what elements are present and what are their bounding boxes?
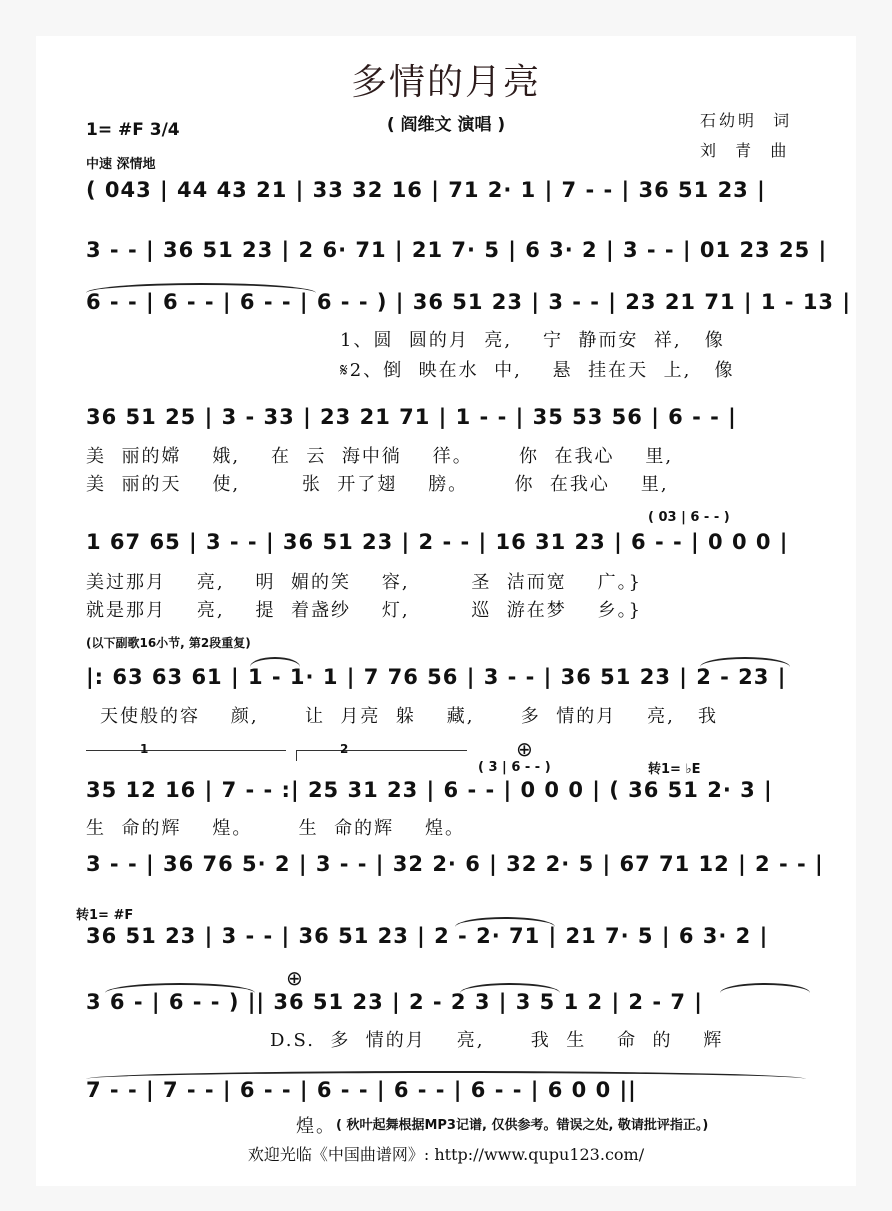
staff-row-8: 3 - - | 36 76 5· 2 | 3 - - | 32 2· 6 | 32 2· 5 | 67 71 12 | 2 - - |: [86, 852, 824, 876]
transcriber-note: ( 秋叶起舞根据MP3记谱, 仅供参考。错误之处, 敬请批评指正。): [336, 1118, 709, 1133]
lyric-row-7: 生 命的辉 煌。 生 命的辉 煌。: [86, 818, 465, 839]
coda-icon: ⊕: [516, 737, 533, 761]
volta-2-label: 2: [340, 742, 349, 756]
lyric-row-10: D.S. 多 情的月 亮, 我 生 命 的 辉: [270, 1030, 724, 1051]
tempo-marking: 中速 深情地: [86, 157, 156, 172]
lyric-row-3-verse-1: 1、圆 圆的月 亮, 宁 静而安 祥, 像: [340, 330, 725, 351]
lyric-row-3-verse-2: 𝄋2、倒 映在水 中, 悬 挂在天 上, 像: [340, 360, 735, 381]
lyric-row-6: 天使般的容 颜, 让 月亮 躲 藏, 多 情的月 亮, 我: [100, 706, 718, 727]
lyric-row-5-verse-2: 就是那月 亮, 提 着盏纱 灯, 巡 游在梦 乡。}: [86, 600, 643, 621]
modulation-marking-1: 转1= ♭E: [648, 762, 701, 777]
staff-row-11: 7 - - | 7 - - | 6 - - | 6 - - | 6 - - | 6 - - | 6 0 0 ||: [86, 1078, 637, 1102]
modulation-marking-2: 转1= #F: [76, 908, 134, 923]
staff-row-9: 36 51 23 | 3 - - | 36 51 23 | 2 - 2· 71 | 21 7· 5 | 6 3· 2 |: [86, 924, 769, 948]
staff-row-4: 36 51 25 | 3 - 33 | 23 21 71 | 1 - - | 35 53 56 | 6 - - |: [86, 405, 737, 429]
site-footer[interactable]: 欢迎光临《中国曲谱网》: http://www.qupu123.com/: [247, 1145, 645, 1164]
key-signature: 1= #F 3/4: [86, 120, 180, 140]
ending-note-1: ( 03 | 6 - - ): [648, 510, 730, 525]
staff-row-1: ( 043 | 44 43 21 | 33 32 16 | 71 2· 1 | 7 - - | 36 51 23 |: [86, 178, 766, 202]
lyric-row-11: 煌。: [296, 1116, 336, 1137]
lyricist-credit: 石幼明 词: [700, 111, 793, 130]
lyric-row-4-verse-2: 美 丽的天 使, 张 开了翅 膀。 你 在我心 里,: [86, 474, 669, 495]
coda-icon: ⊕: [286, 966, 303, 990]
staff-row-10: 3 6 - | 6 - - ) || 36 51 23 | 2 - 2 3 | 3 5 1 2 | 2 - 7 |: [86, 990, 703, 1014]
staff-row-5: 1 67 65 | 3 - - | 36 51 23 | 2 - - | 16 31 23 | 6 - - | 0 0 0 |: [86, 530, 789, 554]
staff-row-6: |: 63 63 61 | 1 - 1· 1 | 7 76 56 | 3 - - | 36 51 23 | 2 - 23 |: [86, 665, 787, 689]
song-title: 多情的月亮: [350, 62, 541, 103]
staff-row-3: 6 - - | 6 - - | 6 - - | 6 - - ) | 36 51 23 | 3 - - | 23 21 71 | 1 - 13 |: [86, 290, 852, 314]
volta-line-1: [86, 750, 286, 751]
volta-1-label: 1: [140, 742, 149, 756]
staff-row-2: 3 - - | 36 51 23 | 2 6· 71 | 21 7· 5 | 6 3· 2 | 3 - - | 01 23 25 |: [86, 238, 828, 262]
performer-line: ( 阎维文 演唱 ): [386, 115, 506, 135]
staff-row-7: 35 12 16 | 7 - - :| 25 31 23 | 6 - - | 0 0 0 | ( 36 51 2· 3 |: [86, 778, 773, 802]
composer-credit: 刘 青 曲: [700, 141, 790, 160]
volta-bracket-2: [296, 750, 467, 761]
ending-note-2: ( 3 | 6 - - ): [478, 760, 551, 775]
lyric-row-5-verse-1: 美过那月 亮, 明 媚的笑 容, 圣 洁而宽 广。}: [86, 572, 643, 593]
chorus-annotation: (以下副歌16小节, 第2段重复): [86, 636, 251, 650]
lyric-row-4-verse-1: 美 丽的嫦 娥, 在 云 海中徜 徉。 你 在我心 里,: [86, 446, 674, 467]
